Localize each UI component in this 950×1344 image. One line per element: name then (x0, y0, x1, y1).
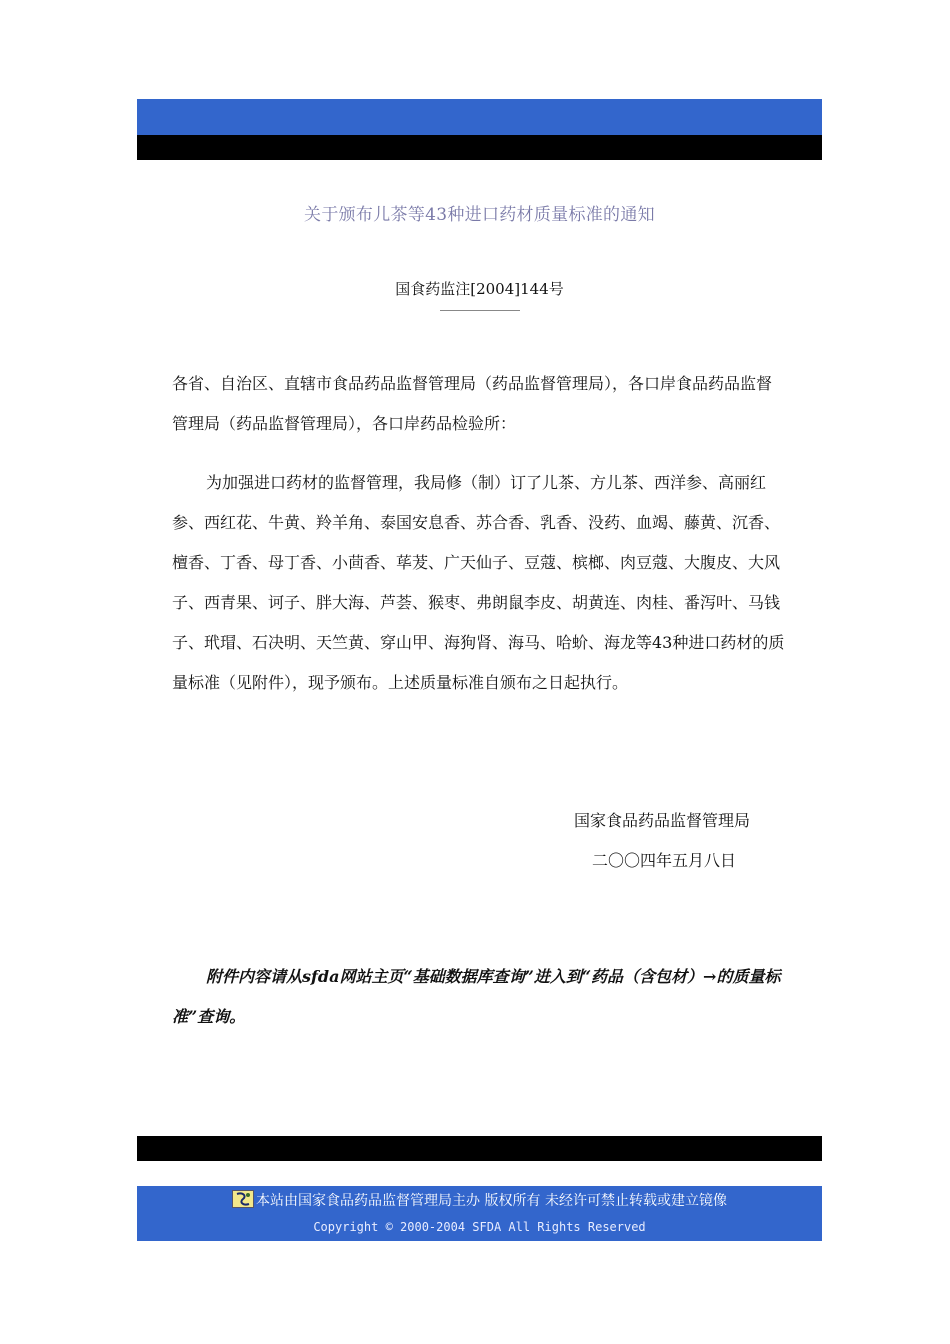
footer-copyright: Copyright © 2000-2004 SFDA All Rights Reserved (313, 1220, 646, 1234)
footer (137, 1186, 822, 1241)
header-black-band (137, 135, 822, 160)
site-logo-icon (232, 1190, 254, 1208)
document-number-divider (440, 310, 520, 311)
document-number: 国食药监注[2004]144号 (395, 280, 564, 298)
footer-statement-text: 本站由国家食品药品监督管理局主办 版权所有 未经许可禁止转载或建立镜像 (256, 1193, 727, 1209)
page-title: 关于颁布儿茶等43种进口药材质量标准的通知 (304, 205, 655, 225)
signature-date: 二〇〇四年五月八日 (592, 851, 737, 870)
addressee-paragraph: 各省、自治区、直辖市食品药品监督管理局（药品监督管理局），各口岸食品药品监督管理局（药品监督管理局），各口岸药品检验所： (172, 374, 773, 433)
body-paragraph: 为加强进口药材的监督管理，我局修（制）订了儿茶、方儿茶、西洋参、高丽红参、西红花、牛黄、羚羊角、泰国安息香、苏合香、乳香、没药、血竭、藤黄、沉香、檀香、丁香、母丁香、小茴香、荜茇、广天仙子、豆蔻、槟榔、肉豆蔻、大腹皮、大风子、西青果、诃子、胖大海、芦荟、猴枣、弗朗鼠李皮、胡黄连、肉桂、番泻叶、马钱子、玳瑁、石决明、天竺黄、穿山甲、海狗肾、海马、哈蚧、海龙等43种进口药材的质量标准（见附件），现予颁布。上述质量标准自颁布之日起执行。 (172, 473, 785, 692)
attachment-note: 附件内容请从sfda网站主页“基础数据库查询”进入到“药品（含包材）→的质量标准”查询。 (172, 967, 781, 1026)
footer-black-band (137, 1136, 822, 1161)
signature-organization: 国家食品药品监督管理局 (574, 811, 751, 830)
header-blue-band (137, 99, 822, 135)
footer-statement (137, 1190, 822, 1210)
